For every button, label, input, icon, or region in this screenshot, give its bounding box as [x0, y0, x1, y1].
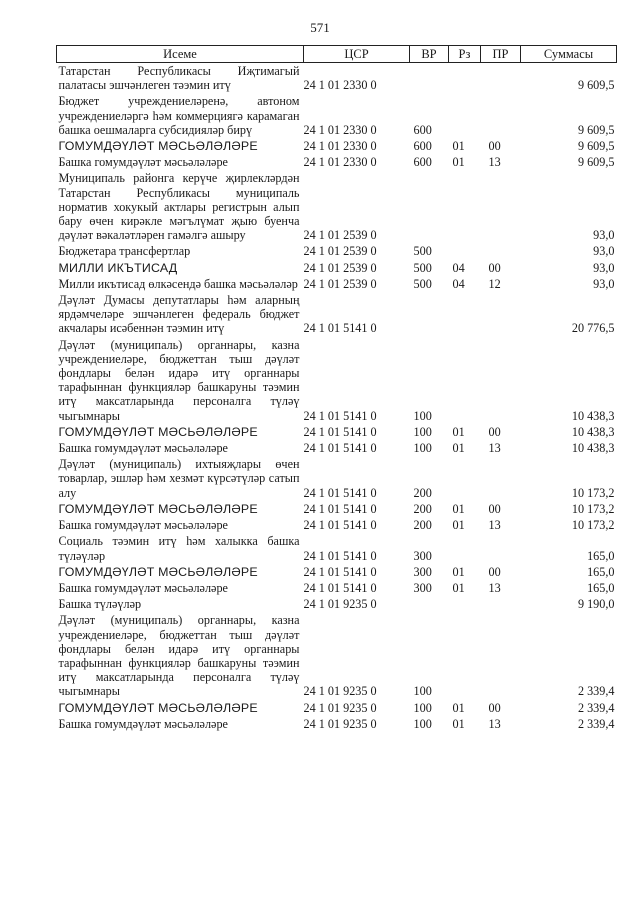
cell-sum: 93,0 [593, 244, 615, 259]
cell-vr: 100 [413, 408, 432, 423]
cell-sum: 9 609,5 [577, 122, 615, 137]
header-rz: Рз [449, 46, 481, 63]
cell-sum: 10 438,3 [571, 408, 615, 423]
cell-rz: 01 [452, 155, 465, 170]
cell-pr [481, 243, 521, 259]
cell-name: Бюджет учреждениеләренә, автоном учреждениеләргә һәм коммерциягә карамаган башка оешмаларга субсидияләр бирү [58, 94, 300, 137]
cell-rz: 01 [452, 501, 465, 516]
cell-sum: 20 776,5 [571, 321, 615, 336]
cell-rz [449, 63, 481, 94]
cell-name: Татарстан Республикасы Иҗтимагый палатасы эшчәнлеген тәэмин итү [58, 64, 300, 93]
cell-pr [481, 456, 521, 501]
cell-pr [481, 170, 521, 243]
cell-pr: 00 [488, 139, 501, 154]
cell-name: Башка гомумдәүләт мәсьәләләре [58, 580, 228, 595]
table-row [57, 93, 617, 138]
cell-rz [449, 93, 481, 138]
cell-pr: 13 [488, 441, 501, 456]
cell-csr: 24 1 01 5141 0 [303, 548, 377, 563]
cell-csr: 24 1 01 5141 0 [303, 408, 377, 423]
cell-sum: 9 190,0 [577, 597, 615, 612]
cell-csr: 24 1 01 5141 0 [303, 564, 377, 579]
cell-pr: 00 [488, 501, 501, 516]
cell-rz: 01 [452, 580, 465, 595]
cell-vr: 300 [413, 564, 432, 579]
cell-csr: 24 1 01 9235 0 [303, 684, 377, 699]
cell-csr: 24 1 01 2330 0 [303, 78, 377, 93]
cell-csr: 24 1 01 2539 0 [303, 228, 377, 243]
cell-vr: 200 [413, 485, 432, 500]
cell-vr: 200 [413, 518, 432, 533]
cell-vr: 100 [413, 424, 432, 439]
cell-pr: 00 [488, 564, 501, 579]
cell-csr: 24 1 01 9235 0 [303, 700, 377, 715]
cell-vr [410, 292, 449, 337]
cell-sum: 9 609,5 [577, 139, 615, 154]
table-row [57, 612, 617, 699]
cell-sum: 2 339,4 [577, 700, 615, 715]
cell-name: Дәүләт Думасы депутатлары һәм аларның ярдәмчеләре эшчәнлеген федераль бюджет акчалары исәбеннән тәэмин итү [58, 293, 300, 336]
cell-vr: 100 [413, 684, 432, 699]
cell-pr: 12 [488, 276, 501, 291]
cell-rz: 01 [452, 424, 465, 439]
cell-csr: 24 1 01 5141 0 [303, 485, 377, 500]
cell-sum: 2 339,4 [577, 684, 615, 699]
cell-csr: 24 1 01 5141 0 [303, 441, 377, 456]
cell-rz [449, 243, 481, 259]
table-row [57, 533, 617, 563]
cell-vr [410, 170, 449, 243]
cell-sum: 165,0 [587, 580, 615, 595]
cell-rz: 04 [452, 260, 465, 275]
header-sum: Суммасы [521, 46, 617, 63]
cell-name: ГОМУМДӘҮЛӘТ МӘСЬӘЛӘЛӘРЕ [58, 700, 258, 715]
cell-name: Башка гомумдәүләт мәсьәләләре [58, 518, 228, 533]
cell-name: Муниципаль районга керүче җирлекләрдән Татарстан Республикасы муниципаль норматив хокукый актлары регистрын алып бару өчен кирәкле мәгълүмат җыю буенча дәүләт вәкаләтләрен гамәлгә ашыру [58, 171, 300, 243]
table-row [57, 517, 617, 533]
table-row [57, 596, 617, 612]
header-vr: ВР [410, 46, 449, 63]
cell-name: Дәүләт (муниципаль) ихтыяҗлары өчен товарлар, эшләр һәм хезмәт күрсәтүләр сатып алу [58, 457, 300, 500]
cell-vr: 600 [413, 122, 432, 137]
cell-rz: 04 [452, 276, 465, 291]
cell-sum: 165,0 [587, 548, 615, 563]
cell-rz [449, 337, 481, 424]
cell-pr [481, 596, 521, 612]
table-row [57, 260, 617, 276]
cell-name: Башка түләүләр [58, 597, 142, 612]
table-row [57, 337, 617, 424]
cell-pr [481, 63, 521, 94]
cell-name: ГОМУМДӘҮЛӘТ МӘСЬӘЛӘЛӘРЕ [58, 424, 258, 439]
cell-name: ГОМУМДӘҮЛӘТ МӘСЬӘЛӘЛӘРЕ [58, 139, 258, 154]
cell-rz: 01 [452, 441, 465, 456]
table-row [57, 456, 617, 501]
cell-pr: 13 [488, 518, 501, 533]
cell-csr: 24 1 01 2330 0 [303, 122, 377, 137]
cell-rz: 01 [452, 700, 465, 715]
cell-rz [449, 170, 481, 243]
cell-name: ГОМУМДӘҮЛӘТ МӘСЬӘЛӘЛӘРЕ [58, 501, 258, 516]
cell-pr [481, 612, 521, 699]
cell-csr: 24 1 01 2539 0 [303, 276, 377, 291]
cell-sum: 9 609,5 [577, 78, 615, 93]
table-header [57, 46, 617, 63]
cell-sum: 10 173,2 [571, 485, 615, 500]
cell-pr: 13 [488, 580, 501, 595]
table-row [57, 424, 617, 440]
cell-name: Башка гомумдәүләт мәсьәләләре [58, 441, 228, 456]
cell-sum: 2 339,4 [577, 716, 615, 731]
cell-name: Дәүләт (муниципаль) органнары, казна учреждениеләре, бюджеттан тыш дәүләт фондлары белән идарә итү органнары тарафыннан функцияләр башкаруны тәэмин итү максатларында персоналга түләү чыгымнары [58, 337, 300, 423]
cell-pr: 00 [488, 700, 501, 715]
cell-rz: 01 [452, 564, 465, 579]
cell-name: Башка гомумдәүләт мәсьәләләре [58, 716, 228, 731]
cell-rz: 01 [452, 716, 465, 731]
table-row [57, 564, 617, 580]
cell-rz [449, 612, 481, 699]
cell-rz [449, 456, 481, 501]
cell-csr: 24 1 01 5141 0 [303, 321, 377, 336]
cell-vr: 500 [413, 260, 432, 275]
table-row [57, 501, 617, 517]
cell-vr: 100 [413, 441, 432, 456]
cell-pr: 00 [488, 260, 501, 275]
table-row [57, 292, 617, 337]
cell-sum: 93,0 [593, 260, 615, 275]
cell-csr: 24 1 01 2539 0 [303, 244, 377, 259]
table-body [57, 63, 617, 732]
cell-csr: 24 1 01 5141 0 [303, 424, 377, 439]
cell-rz [449, 292, 481, 337]
cell-vr: 300 [413, 548, 432, 563]
cell-sum: 93,0 [593, 228, 615, 243]
table-row [57, 63, 617, 94]
cell-csr: 24 1 01 9235 0 [303, 597, 377, 612]
cell-pr: 13 [488, 716, 501, 731]
cell-csr: 24 1 01 2330 0 [303, 155, 377, 170]
header-pr: ПР [481, 46, 521, 63]
cell-name: Бюджетара трансфертлар [58, 244, 191, 259]
page-number: 571 [310, 20, 330, 35]
cell-csr: 24 1 01 2539 0 [303, 260, 377, 275]
cell-name: Башка гомумдәүләт мәсьәләләре [58, 155, 228, 170]
table-row [57, 170, 617, 243]
cell-pr: 00 [488, 424, 501, 439]
table-row [57, 440, 617, 456]
cell-pr [481, 337, 521, 424]
cell-sum: 10 438,3 [571, 424, 615, 439]
cell-name: Милли икътисад өлкәсендә башка мәсьәләләр [58, 276, 298, 291]
table-row [57, 243, 617, 259]
cell-sum: 93,0 [593, 276, 615, 291]
header-csr: ЦСР [304, 46, 410, 63]
cell-vr: 100 [413, 716, 432, 731]
cell-sum: 10 173,2 [571, 501, 615, 516]
table-row [57, 154, 617, 170]
cell-name: МИЛЛИ ИКЪТИСАД [58, 260, 178, 275]
cell-csr: 24 1 01 9235 0 [303, 716, 377, 731]
cell-pr [481, 292, 521, 337]
cell-csr: 24 1 01 5141 0 [303, 501, 377, 516]
cell-rz: 01 [452, 139, 465, 154]
cell-csr: 24 1 01 2330 0 [303, 139, 377, 154]
cell-rz [449, 533, 481, 563]
cell-vr: 600 [413, 139, 432, 154]
header-name: Исеме [57, 46, 304, 63]
cell-csr: 24 1 01 5141 0 [303, 580, 377, 595]
cell-vr: 100 [413, 700, 432, 715]
table-row [57, 700, 617, 716]
cell-sum: 10 438,3 [571, 441, 615, 456]
cell-sum: 10 173,2 [571, 518, 615, 533]
table-row [57, 716, 617, 732]
cell-vr: 500 [413, 276, 432, 291]
cell-vr [410, 596, 449, 612]
cell-name: ГОМУМДӘҮЛӘТ МӘСЬӘЛӘЛӘРЕ [58, 564, 258, 579]
cell-vr: 300 [413, 580, 432, 595]
cell-name: Социаль тәэмин итү һәм халыкка башка түләүләр [58, 534, 300, 563]
cell-name: Дәүләт (муниципаль) органнары, казна учреждениеләре, бюджеттан тыш дәүләт фондлары белән идарә итү органнары тарафыннан функцияләр башкаруны тәэмин итү максатларында персоналга түләү чыгымнары [58, 613, 300, 699]
cell-csr: 24 1 01 5141 0 [303, 518, 377, 533]
cell-vr [410, 63, 449, 94]
cell-sum: 165,0 [587, 564, 615, 579]
cell-pr [481, 533, 521, 563]
table-row [57, 276, 617, 292]
cell-vr: 600 [413, 155, 432, 170]
cell-pr [481, 93, 521, 138]
cell-vr: 500 [413, 244, 432, 259]
cell-vr: 200 [413, 501, 432, 516]
table-row [57, 580, 617, 596]
cell-sum: 9 609,5 [577, 155, 615, 170]
cell-pr: 13 [488, 155, 501, 170]
cell-rz: 01 [452, 518, 465, 533]
budget-table [56, 45, 617, 732]
table-row [57, 138, 617, 154]
cell-rz [449, 596, 481, 612]
